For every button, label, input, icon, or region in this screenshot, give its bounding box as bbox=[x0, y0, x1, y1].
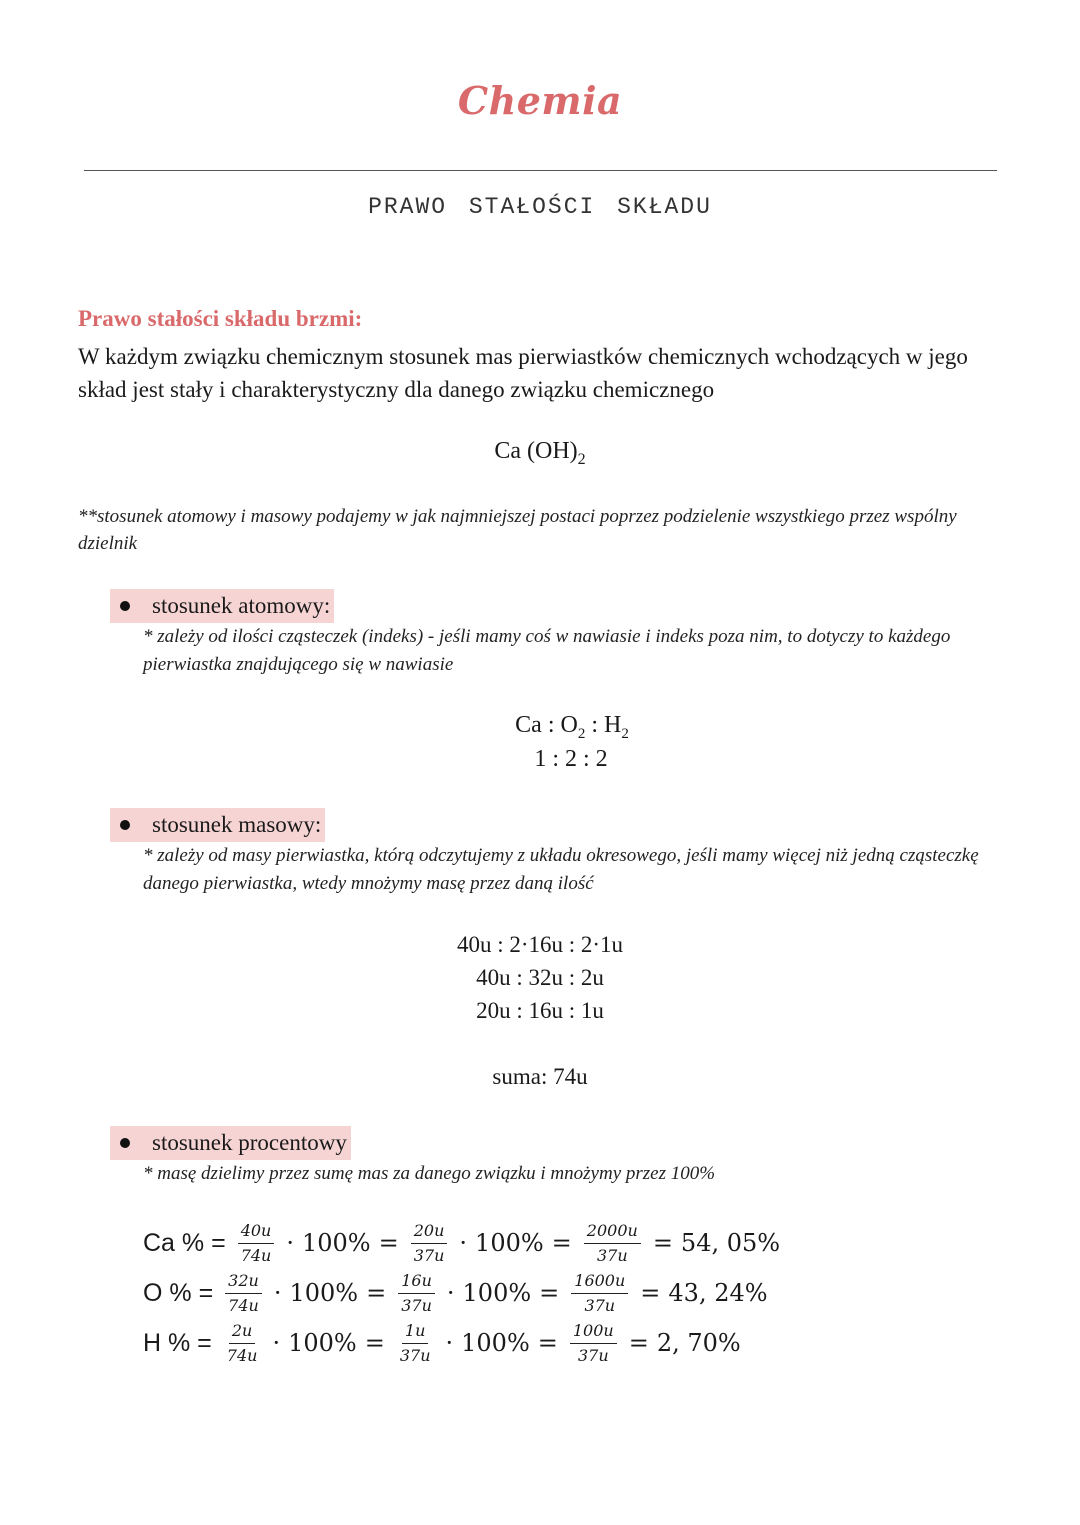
equals-sign: = bbox=[378, 1229, 399, 1257]
compound-formula bbox=[0, 438, 1080, 469]
fraction bbox=[584, 1220, 641, 1267]
multiply-sign: · bbox=[446, 1279, 455, 1307]
equals-sign: = bbox=[364, 1329, 385, 1357]
law-definition: W każdym związku chemicznym stosunek mas pierwiastków chemicznych wchodzących w jego skład jest stały i charakterystyczny dla danego związku chemicznego bbox=[78, 344, 968, 402]
fraction-numerator: 16u bbox=[398, 1270, 435, 1294]
fraction-numerator: 20u bbox=[411, 1220, 448, 1244]
fraction bbox=[238, 1220, 275, 1267]
percent-result: 2, 70% bbox=[656, 1329, 741, 1357]
fraction bbox=[397, 1320, 434, 1367]
fraction bbox=[398, 1270, 435, 1317]
percent-ratio-note: * masę dzielimy przez sumę mas za danego związku i mnożymy przez 100% bbox=[143, 1163, 716, 1184]
fraction-denominator: 74u bbox=[240, 1245, 272, 1265]
atomic-ratio-sub: 2 bbox=[577, 725, 586, 742]
equals-sign: = bbox=[539, 1279, 560, 1307]
header-divider bbox=[84, 170, 997, 171]
percent-row-label: Ca % = bbox=[143, 1228, 226, 1257]
section-title: PRAWO STAŁOŚCI SKŁADU bbox=[368, 194, 712, 220]
mass-ratio-line: 40u : 2·16u : 2·1u bbox=[456, 932, 624, 957]
percent-multiplier: 100% bbox=[462, 1279, 532, 1307]
fraction-denominator: 37u bbox=[577, 1345, 609, 1365]
fraction bbox=[225, 1270, 262, 1317]
mass-ratio-line: 40u : 32u : 2u bbox=[476, 965, 604, 990]
fraction-numerator: 2000u bbox=[584, 1220, 641, 1244]
percent-multiplier: 100% bbox=[475, 1229, 544, 1257]
percent-ratio-bullet bbox=[110, 1126, 351, 1160]
atomic-ratio-part: Ca : O bbox=[515, 712, 578, 738]
fraction-numerator: 2u bbox=[229, 1320, 255, 1344]
percent-row-label: O % = bbox=[143, 1278, 214, 1307]
fraction bbox=[570, 1320, 617, 1367]
percent-result: 54, 05% bbox=[680, 1229, 781, 1257]
mass-ratio-label: stosunek masowy: bbox=[152, 812, 322, 837]
bullet-dot-icon bbox=[120, 1138, 130, 1148]
percent-multiplier: 100% bbox=[461, 1329, 530, 1357]
compound-subscript: 2 bbox=[577, 450, 586, 468]
percent-row-ca bbox=[143, 1218, 780, 1268]
atomic-ratio-formula bbox=[0, 712, 1080, 743]
multiply-sign: · bbox=[272, 1329, 281, 1357]
fraction-numerator: 1600u bbox=[571, 1270, 628, 1294]
multiply-sign: · bbox=[459, 1229, 468, 1257]
percent-multiplier: 100% bbox=[289, 1279, 359, 1307]
equals-sign: = bbox=[537, 1329, 558, 1357]
multiply-sign: · bbox=[445, 1329, 454, 1357]
percent-row-label: H % = bbox=[143, 1328, 212, 1357]
multiply-sign: · bbox=[273, 1279, 282, 1307]
atomic-ratio-values: 1 : 2 : 2 bbox=[534, 746, 608, 772]
fraction-denominator: 37u bbox=[413, 1245, 445, 1265]
percent-result: 43, 24% bbox=[668, 1279, 768, 1307]
multiply-sign: · bbox=[286, 1229, 294, 1257]
fraction-denominator: 37u bbox=[584, 1295, 616, 1315]
fraction-numerator: 1u bbox=[402, 1320, 428, 1344]
equals-sign: = bbox=[366, 1279, 387, 1307]
percent-ratio-label: stosunek procentowy bbox=[152, 1130, 347, 1155]
fraction-denominator: 74u bbox=[226, 1345, 258, 1365]
fraction-denominator: 37u bbox=[399, 1345, 431, 1365]
percent-multiplier: 100% bbox=[302, 1229, 371, 1257]
fraction bbox=[411, 1220, 448, 1267]
equals-sign: = bbox=[652, 1229, 673, 1257]
mass-ratio-line: 20u : 16u : 1u bbox=[476, 998, 604, 1023]
fraction-numerator: 100u bbox=[570, 1320, 617, 1344]
percent-ratio-heading bbox=[110, 1126, 351, 1160]
atomic-ratio-note: * zależy od ilości cząsteczek (indeks) - jeśli mamy coś w nawiasie i indeks poza nim, to dotyczy to każdego pierwiastka znajdującego się w nawiasie bbox=[143, 626, 951, 675]
percent-multiplier: 100% bbox=[288, 1329, 357, 1357]
mass-ratio-heading bbox=[110, 808, 325, 842]
percent-row-o bbox=[143, 1268, 768, 1318]
atomic-ratio-sub: 2 bbox=[621, 725, 629, 742]
fraction bbox=[571, 1270, 628, 1317]
fraction-denominator: 37u bbox=[401, 1295, 432, 1315]
law-heading: Prawo stałości składu brzmi: bbox=[78, 306, 363, 331]
mass-ratio-bullet bbox=[110, 808, 325, 842]
bullet-dot-icon bbox=[120, 820, 130, 830]
atomic-ratio-heading bbox=[110, 589, 334, 623]
page-title: Chemia bbox=[457, 78, 623, 123]
fraction-denominator: 37u bbox=[596, 1245, 628, 1265]
bullet-dot-icon bbox=[120, 601, 130, 611]
mass-ratio-note: * zależy od masy pierwiastka, którą odczytujemy z układu okresowego, jeśli mamy więcej niż jedną cząsteczkę danego pierwiastka, wtedy mnożymy masę przez daną ilość bbox=[143, 845, 979, 894]
compound-base: Ca (OH) bbox=[494, 438, 578, 464]
atomic-ratio-label: stosunek atomowy: bbox=[152, 593, 331, 618]
fraction-numerator: 40u bbox=[238, 1220, 275, 1244]
mass-sum: suma: 74u bbox=[492, 1064, 588, 1089]
percent-row-h bbox=[143, 1318, 741, 1368]
equals-sign: = bbox=[640, 1279, 661, 1307]
fraction-numerator: 32u bbox=[225, 1270, 262, 1294]
ratio-note: **stosunek atomowy i masowy podajemy w jak najmniejszej postaci poprzez podzielenie wszystkiego przez wspólny dzielnik bbox=[78, 506, 957, 554]
atomic-ratio-part: : H bbox=[585, 712, 622, 738]
equals-sign: = bbox=[551, 1229, 572, 1257]
atomic-ratio-bullet bbox=[110, 589, 334, 623]
fraction-denominator: 74u bbox=[228, 1295, 259, 1315]
fraction bbox=[224, 1320, 261, 1367]
equals-sign: = bbox=[628, 1329, 649, 1357]
